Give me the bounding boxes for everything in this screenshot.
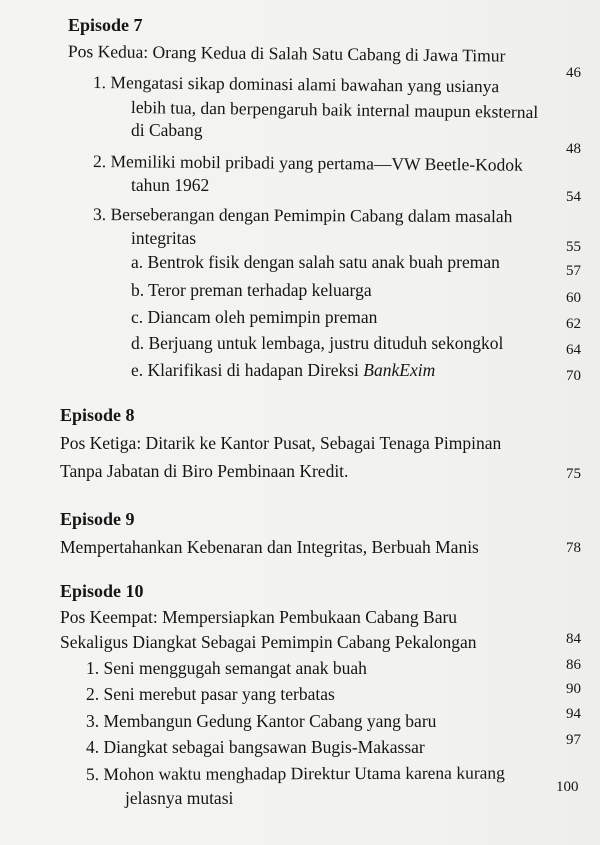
episode-7-subitem-b-page: 60 [566,290,581,306]
episode-7-item-2-page: 48 [566,141,581,157]
episode-7-item-2: 2. Memiliki mobil pribadi yang pertama—VW Beetle-Kodok [92,151,523,175]
episode-10-item-2-page: 90 [566,681,581,697]
episode-7-subtitle: Pos Kedua: Orang Kedua di Salah Satu Cabang di Jawa Timur [67,41,506,66]
episode-10-item-3-page: 94 [566,706,581,722]
episode-7-item-3-cont-1: integritas [131,228,197,248]
episode-7-item-1: 1. Mengatasi sikap dominasi alami bawahan yang usianya [92,72,500,97]
episode-10-item-1-page: 86 [566,657,581,673]
episode-8-heading: Episode 8 [60,405,135,425]
episode-7-subitem-e-page: 70 [566,368,581,384]
episode-10-item-5-cont-1: jelasnya mutasi [125,788,234,808]
episode-10-item-4: 4. Diangkat sebagai bangsawan Bugis-Makassar [86,737,425,757]
episode-7-subitem-d-page: 64 [566,342,581,358]
episode-7-item-3: 3. Berseberangan dengan Pemimpin Cabang dalam masalah [92,204,513,227]
episode-8-line-2: Tanpa Jabatan di Biro Pembinaan Kredit. [60,461,349,481]
episode-8-line-1: Pos Ketiga: Ditarik ke Kantor Pusat, Sebagai Tenaga Pimpinan [60,433,502,453]
episode-7-item-1-cont-2: di Cabang [131,120,203,140]
episode-9-page: 78 [566,540,581,556]
episode-10-item-3: 3. Membangun Gedung Kantor Cabang yang baru [86,711,437,731]
episode-7-item-2-cont-1: tahun 1962 [131,175,210,195]
episode-7-subitem-b: b. Teror preman terhadap keluarga [131,280,372,300]
episode-10-item-4-page: 97 [566,732,581,748]
episode-10-item-2: 2. Seni merebut pasar yang terbatas [86,684,335,704]
episode-10-line-2: Sekaligus Diangkat Sebagai Pemimpin Cabang Pekalongan [60,632,477,652]
episode-7-subitem-e [131,359,435,381]
episode-10-item-5: 5. Mohon waktu menghadap Direktur Utama karena kurang [85,762,505,784]
episode-7-subitem-a: a. Bentrok fisik dengan salah satu anak buah preman [131,252,500,272]
episode-7-subitem-e-text: e. Klarifikasi di hadapan Direksi [131,360,364,380]
episode-7-subitem-c: c. Diancam oleh pemimpin preman [131,307,378,327]
episode-8-page: 75 [566,466,581,482]
episode-9-line-1: Mempertahankan Kebenaran dan Integritas, Berbuah Manis [60,537,479,557]
episode-10-heading: Episode 10 [60,581,144,601]
episode-7-item-3-page: 54 [566,189,581,205]
episode-7-extra-page: 55 [566,239,581,255]
episode-10-line-1: Pos Keempat: Mempersiapkan Pembukaan Cabang Baru [60,607,458,627]
episode-10-page: 84 [566,631,581,647]
episode-7-subitem-e-emphasis: BankExim [363,360,436,380]
episode-10-item-1: 1. Seni menggugah semangat anak buah [86,658,367,678]
episode-7-subitem-c-page: 62 [566,316,581,332]
episode-9-heading: Episode 9 [60,509,135,529]
episode-7-subitem-d: d. Berjuang untuk lembaga, justru dituduh sekongkol [131,333,504,353]
episode-7-subitem-a-page: 57 [566,263,581,279]
episode-7-item-1-page: 46 [566,65,581,81]
episode-7-item-1-cont-1: lebih tua, dan berpengaruh baik internal maupun eksternal [130,97,539,122]
episode-10-item-5-page: 100 [556,779,579,795]
episode-7-heading: Episode 7 [68,15,143,35]
